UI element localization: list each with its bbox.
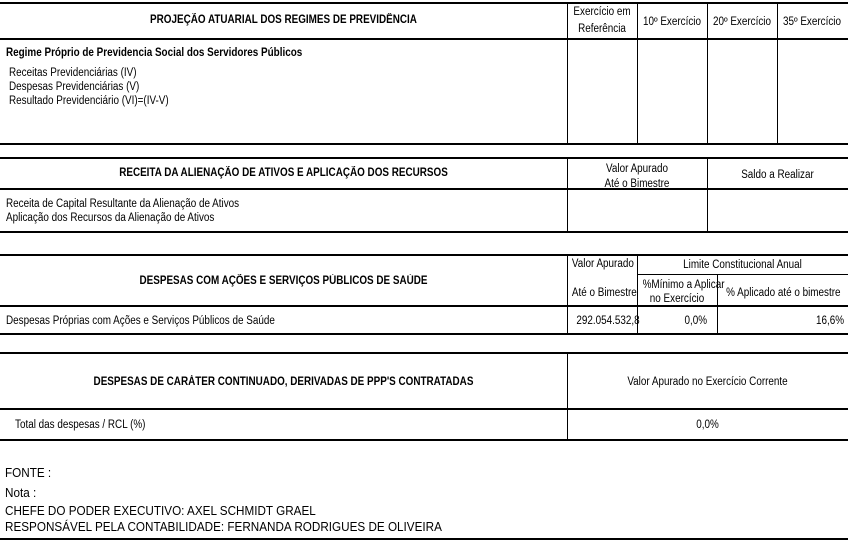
row-receita-capital-alienacao: Receita de Capital Resultante da Alienação de Ativos [6, 198, 240, 210]
row-resultado-previdenciario: Resultado Previdenciário (VI)=(IV-V) [9, 95, 169, 107]
row-total-despesas-rcl: Total das despesas / RCL (%) [15, 419, 146, 431]
row-receitas-previdenciarias: Receitas Previdenciárias (IV) [9, 67, 137, 79]
col-valor-exercicio-corrente: Valor Apurado no Exercício Corrente [627, 376, 788, 388]
ppp-header-title: DESPESAS DE CARÁTER CONTINUADO, DERIVADAS DE PPP'S CONTRATADAS [93, 376, 474, 388]
col-saldo-a-realizar: Saldo a Realizar [741, 169, 814, 181]
row-despesas-proprias-saude: Despesas Próprias com Ações e Serviços Públicos de Saúde [6, 315, 275, 327]
cell-aplicado-bimestre: 16,6% [815, 315, 844, 327]
col-exercicio-referencia-line2: Referência [578, 23, 626, 35]
col-valor-apurado-line2: Até o Bimestre [571, 287, 637, 299]
col-10-exercicio: 10º Exercício [642, 16, 702, 28]
col-exercicio-referencia-line1: Exercício em [573, 6, 631, 18]
chefe-poder-executivo: CHEFE DO PODER EXECUTIVO: AXEL SCHMIDT GRAEL [5, 503, 316, 518]
col-valor-apurado-line1: Valor Apurado [571, 258, 634, 270]
col-valor-apurado-line1: Valor Apurado [606, 163, 668, 175]
cell-valor-apurado: 292.054.532,8 [576, 315, 640, 327]
row-despesas-previdenciarias: Despesas Previdenciárias (V) [9, 81, 140, 93]
saude-header-title: DESPESAS COM AÇÕES E SERVIÇOS PÚBLICOS DE SAÚDE [139, 275, 428, 287]
col-minimo-aplicar-line2: no Exercício [649, 293, 705, 305]
col-aplicado-bimestre: % Aplicado até o bimestre [726, 287, 841, 299]
nota-label: Nota : [5, 485, 37, 500]
rpps-section-title: Regime Próprio de Previdencia Social dos Servidores Públicos [6, 47, 303, 59]
row-aplicacao-recursos-alienacao: Aplicação dos Recursos da Alienação de Ativos [6, 212, 215, 224]
cell-total-despesas-rcl: 0,0% [696, 419, 719, 431]
col-minimo-aplicar-line1: %Mínimo a Aplicar [642, 279, 725, 291]
col-20-exercicio: 20º Exercício [712, 16, 772, 28]
col-valor-apurado-line2: Até o Bimestre [604, 178, 670, 190]
col-35-exercicio: 35º Exercício [782, 16, 842, 28]
cell-minimo-aplicar: 0,0% [684, 315, 707, 327]
fonte-label: FONTE : [5, 465, 52, 480]
responsavel-contabilidade: RESPONSÁVEL PELA CONTABILIDADE: FERNANDA RODRIGUES DE OLIVEIRA [5, 519, 442, 534]
alienacao-header-title: RECEITA DA ALIENAÇÃO DE ATIVOS E APLICAÇÃO DOS RECURSOS [119, 167, 448, 179]
col-limite-constitucional: Limite Constitucional Anual [683, 259, 802, 271]
rpps-header-title: PROJEÇÃO ATUARIAL DOS REGIMES DE PREVIDÊNCIA [150, 14, 417, 26]
